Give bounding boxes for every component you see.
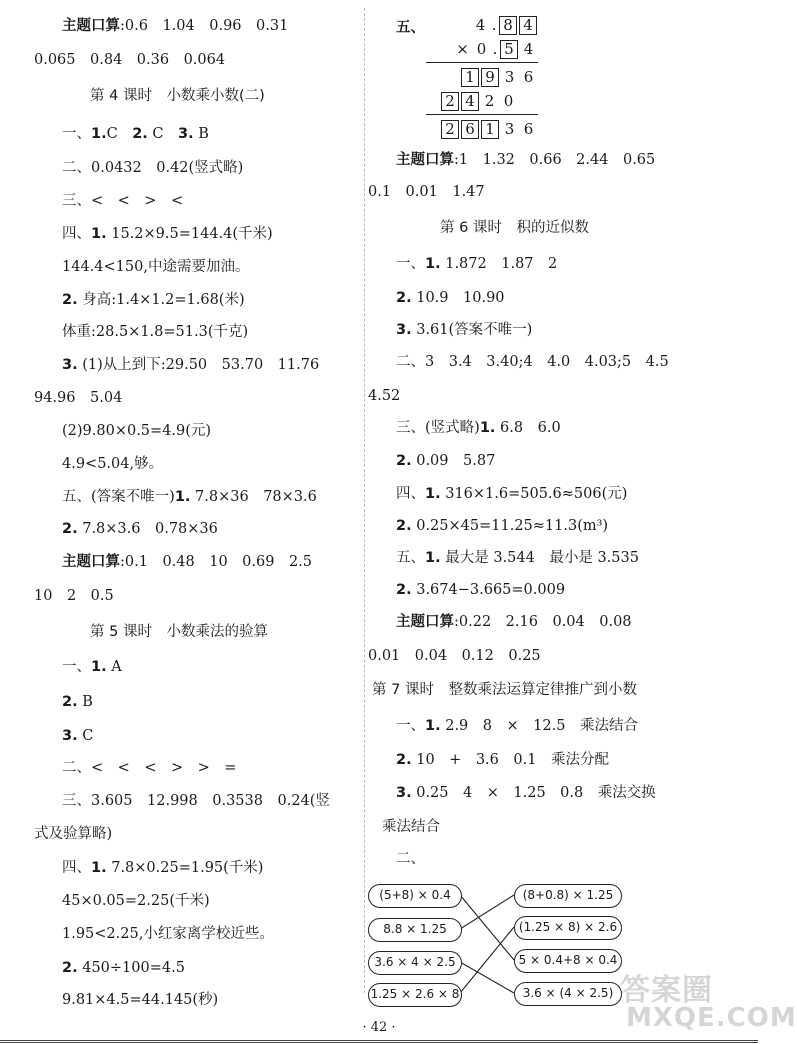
vm-digit-box: 8 bbox=[499, 16, 517, 35]
vm-digit: 4 bbox=[523, 40, 534, 58]
vm-digit-box: 2 bbox=[441, 120, 459, 139]
match-right-item: 3.6 × (4 × 2.5) bbox=[514, 982, 622, 1006]
answer-line: 45×0.05=2.25(千米) bbox=[62, 893, 210, 909]
answer-line: 三、< < > < bbox=[62, 193, 184, 209]
vm-digit: 6 bbox=[523, 68, 534, 86]
lesson-heading: 第 4 课时 小数乘小数(二) bbox=[90, 88, 265, 104]
answer-line: 体重:28.5×1.8=51.3(千克) bbox=[62, 324, 249, 340]
answer-line: 五、1. 最大是 3.544 最小是 3.535 bbox=[396, 550, 639, 566]
answer-line: 9.81×4.5=44.145(秒) bbox=[62, 992, 219, 1008]
column-divider bbox=[364, 8, 365, 993]
vm-digit: . bbox=[491, 16, 497, 34]
match-right-item: (1.25 × 8) × 2.6 bbox=[514, 916, 622, 940]
vm-times-sign: × bbox=[456, 40, 469, 58]
answer-line: 4.52 bbox=[368, 388, 401, 404]
match-line bbox=[460, 927, 514, 993]
answer-line: 3. 0.25 4 × 1.25 0.8 乘法交换 bbox=[396, 785, 656, 801]
vm-digit-box: 4 bbox=[519, 16, 537, 35]
vm-digit: 3 bbox=[504, 120, 515, 138]
lesson-heading: 第 7 课时 整数乘法运算定律推广到小数 bbox=[372, 682, 637, 698]
answer-line: 二、3 3.4 3.40;4 4.0 4.03;5 4.5 bbox=[396, 354, 669, 370]
vm-digit-box: 9 bbox=[481, 68, 499, 87]
answer-line: 3. C bbox=[62, 728, 94, 744]
vm-digit-box: 5 bbox=[500, 40, 518, 59]
answer-line: 2. 10.9 10.90 bbox=[396, 290, 505, 306]
answer-line: (2)9.80×0.5=4.9(元) bbox=[62, 423, 212, 439]
watermark-top: 答案圈 bbox=[620, 973, 713, 1008]
answer-line: 4.9<5.04,够。 bbox=[62, 456, 164, 472]
vm-digit: 3 bbox=[504, 68, 515, 86]
answer-line: 2. 身高:1.4×1.2=1.68(米) bbox=[62, 292, 245, 308]
bottom-rule bbox=[0, 1040, 758, 1043]
answer-line: 1.95<2.25,小红家离学校近些。 bbox=[62, 926, 274, 942]
vm-digit-box: 6 bbox=[461, 120, 479, 139]
answer-line: 2. 0.09 5.87 bbox=[396, 453, 496, 469]
vm-digit: 0 bbox=[503, 92, 514, 110]
answer-line: 94.96 5.04 bbox=[34, 390, 123, 406]
answer-line: 0.1 0.01 1.47 bbox=[368, 184, 485, 200]
match-right-item: 5 × 0.4+8 × 0.4 bbox=[514, 949, 622, 973]
vm-digit-box: 1 bbox=[481, 120, 499, 139]
vm-rule bbox=[426, 114, 538, 115]
lesson-heading: 第 6 课时 积的近似数 bbox=[440, 220, 589, 236]
answer-line: 0.01 0.04 0.12 0.25 bbox=[368, 648, 541, 664]
answer-line: 三、3.605 12.998 0.3538 0.24(竖 bbox=[62, 793, 330, 809]
vm-digit-box: 2 bbox=[441, 92, 459, 111]
match-left-item: (5+8) × 0.4 bbox=[368, 884, 462, 908]
page-number: · 42 · bbox=[362, 1020, 396, 1035]
answer-line: 一、1. A bbox=[62, 659, 122, 675]
answer-line: 2. 0.25×45=11.25≈11.3(m³) bbox=[396, 518, 609, 534]
answer-line: 3. 3.61(答案不唯一) bbox=[396, 322, 533, 338]
answer-line: 一、1. 2.9 8 × 12.5 乘法结合 bbox=[396, 718, 638, 734]
match-line bbox=[460, 895, 514, 929]
section-label-five: 五、 bbox=[396, 20, 425, 36]
vm-digit: 2 bbox=[484, 92, 495, 110]
answer-line: 主题口算:1 1.32 0.66 2.44 0.65 bbox=[396, 152, 656, 168]
answer-line: 主题口算:0.22 2.16 0.04 0.08 bbox=[396, 614, 632, 630]
vm-row-2 bbox=[453, 38, 538, 60]
answer-line: 2. 10 + 3.6 0.1 乘法分配 bbox=[396, 752, 609, 768]
answer-line: 3. (1)从上到下:29.50 53.70 11.76 bbox=[62, 357, 320, 373]
match-left-item: 8.8 × 1.25 bbox=[368, 918, 462, 942]
vm-digit: 6 bbox=[523, 120, 534, 138]
answer-line: 2. 450÷100=4.5 bbox=[62, 960, 185, 976]
answer-line: 2. B bbox=[62, 694, 93, 710]
vm-digit: . bbox=[492, 40, 498, 58]
watermark-bottom: MXQE.COM bbox=[626, 1003, 797, 1033]
answer-line: 二、< < < > > = bbox=[62, 760, 237, 776]
answer-line: 0.065 0.84 0.36 0.064 bbox=[34, 52, 226, 68]
vm-digit-box: 4 bbox=[461, 92, 479, 111]
answer-line: 三、(竖式略)1. 6.8 6.0 bbox=[396, 420, 561, 436]
answer-line: 一、1.C 2. C 3. B bbox=[62, 126, 209, 142]
match-left-item: 3.6 × 4 × 2.5 bbox=[368, 951, 462, 975]
vm-row-3 bbox=[460, 66, 538, 88]
vm-digit-box: 1 bbox=[461, 68, 479, 87]
match-line bbox=[460, 895, 514, 960]
match-line bbox=[460, 962, 514, 993]
answer-line: 主题口算:0.6 1.04 0.96 0.31 bbox=[62, 18, 289, 34]
vm-rule bbox=[426, 62, 538, 63]
answer-line: 2. 7.8×3.6 0.78×36 bbox=[62, 521, 218, 537]
match-right-item: (8+0.8) × 1.25 bbox=[514, 884, 622, 908]
vm-digit: 4 bbox=[475, 16, 486, 34]
vm-row-5 bbox=[440, 118, 538, 140]
answer-line: 2. 3.674−3.665=0.009 bbox=[396, 582, 566, 598]
lesson-heading: 第 5 课时 小数乘法的验算 bbox=[90, 624, 268, 640]
vm-row-1 bbox=[471, 14, 538, 36]
answer-line: 二、 bbox=[396, 851, 425, 867]
answer-line: 式及验算略) bbox=[34, 826, 113, 842]
match-left-item: 1.25 × 2.6 × 8 bbox=[368, 983, 462, 1007]
matching-diagram bbox=[366, 870, 656, 1010]
vm-digit: 0 bbox=[476, 40, 487, 58]
vertical-multiplication bbox=[418, 14, 538, 144]
answer-line: 一、1. 1.872 1.87 2 bbox=[396, 256, 558, 272]
answer-line: 10 2 0.5 bbox=[34, 588, 114, 604]
answer-line: 四、1. 316×1.6=505.6≈506(元) bbox=[396, 486, 628, 502]
answer-line: 二、0.0432 0.42(竖式略) bbox=[62, 160, 244, 176]
answer-line: 主题口算:0.1 0.48 10 0.69 2.5 bbox=[62, 554, 313, 570]
answer-line: 五、(答案不唯一)1. 7.8×36 78×3.6 bbox=[62, 489, 317, 505]
answer-line: 乘法结合 bbox=[382, 819, 440, 835]
answer-line: 四、1. 7.8×0.25=1.95(千米) bbox=[62, 860, 264, 876]
answer-line: 四、1. 15.2×9.5=144.4(千米) bbox=[62, 226, 273, 242]
vm-row-4 bbox=[440, 90, 518, 112]
answer-line: 144.4<150,中途需要加油。 bbox=[62, 259, 250, 275]
